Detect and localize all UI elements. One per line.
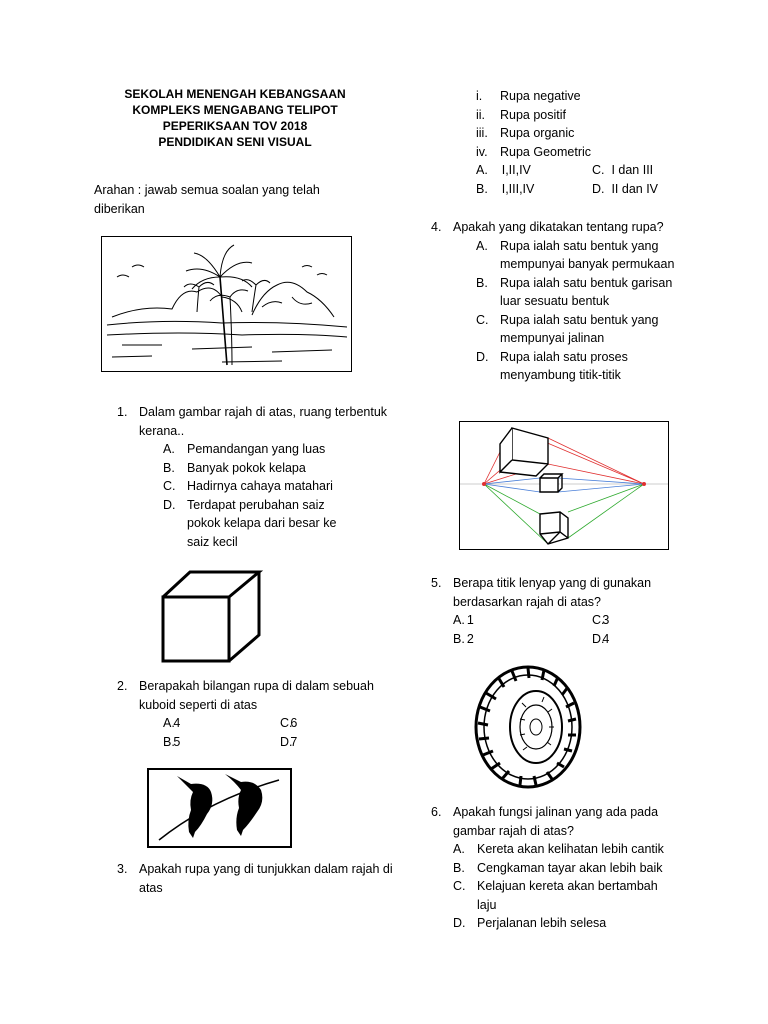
option-text: I dan III xyxy=(611,163,654,177)
question-1-text: Dalam gambar rajah di atas, ruang terbentuk kerana.. xyxy=(139,405,388,438)
statement-text: Rupa positif xyxy=(500,107,567,122)
question-1-number: 1. xyxy=(117,405,128,419)
question-1-option-b[interactable] xyxy=(163,459,348,478)
option-text: 6 xyxy=(290,716,298,730)
question-3 xyxy=(117,860,394,897)
option-letter: D. xyxy=(453,916,466,930)
option-text: I,II,IV xyxy=(501,163,531,177)
option-letter: C. xyxy=(592,613,605,627)
option-text: Banyak pokok kelapa xyxy=(187,460,306,475)
question-6-number: 6. xyxy=(431,805,442,819)
question-3-option-a[interactable] xyxy=(476,161,531,180)
statement-text: Rupa organic xyxy=(500,126,575,140)
question-4 xyxy=(431,218,683,385)
question-5-options-row-2 xyxy=(453,630,683,649)
option-text: Kereta akan kelihatan lebih cantik xyxy=(477,842,664,856)
option-text: 2 xyxy=(466,631,474,646)
statement-numeral: iv. xyxy=(476,144,488,159)
option-text: Perjalanan lebih selesa xyxy=(477,916,607,930)
option-text: Rupa ialah satu bentuk garisan luar sesuatu bentuk xyxy=(500,275,673,308)
option-text: Rupa ialah satu bentuk yang mempunyai jalinan xyxy=(500,312,659,345)
option-text: Pemandangan yang luas xyxy=(187,442,326,456)
birds-drawing xyxy=(149,770,290,846)
option-text: II dan IV xyxy=(611,181,659,196)
option-letter: B. xyxy=(476,181,488,196)
option-letter: C. xyxy=(163,479,176,493)
question-2 xyxy=(117,677,394,751)
option-letter: B. xyxy=(453,631,465,646)
question-6-options xyxy=(453,840,683,933)
statement-text: Rupa negative xyxy=(500,89,581,103)
question-5 xyxy=(431,574,683,648)
option-letter: D. xyxy=(592,181,605,196)
question-4-option-b[interactable] xyxy=(476,274,676,311)
question-4-option-a[interactable] xyxy=(476,237,676,274)
option-text: Cengkaman tayar akan lebih baik xyxy=(477,860,663,875)
question-5-option-b[interactable] xyxy=(453,630,474,649)
question-1 xyxy=(117,403,394,551)
question-3-option-b[interactable] xyxy=(476,180,534,199)
option-text: Terdapat perubahan saiz pokok kelapa dari besar ke saiz kecil xyxy=(187,497,337,549)
question-5-option-c[interactable] xyxy=(592,611,610,630)
vanishing-point-left xyxy=(482,482,486,486)
option-letter: A. xyxy=(476,163,488,177)
option-letter: A. xyxy=(453,842,465,856)
option-letter: A. xyxy=(163,442,175,456)
question-2-option-d[interactable] xyxy=(280,733,298,752)
birds-silhouette-picture xyxy=(147,768,292,848)
option-text: I,III,IV xyxy=(501,181,535,196)
perspective-boxes xyxy=(500,428,568,544)
landscape-picture xyxy=(101,236,352,372)
question-2-option-a[interactable] xyxy=(163,714,181,733)
option-text: 5 xyxy=(173,734,181,749)
question-4-text: Apakah yang dikatakan tentang rupa? xyxy=(453,220,664,234)
question-4-option-c[interactable] xyxy=(476,311,676,348)
option-text: Hadirnya cahaya matahari xyxy=(187,479,333,493)
question-2-options-row-2 xyxy=(139,733,394,752)
question-4-option-d[interactable] xyxy=(476,348,676,385)
option-letter: C. xyxy=(592,163,605,177)
option-letter: A. xyxy=(453,613,465,627)
tyre-drawing xyxy=(468,663,584,790)
option-letter: A. xyxy=(163,716,175,730)
question-6 xyxy=(431,803,683,933)
statement-numeral: iii. xyxy=(476,126,488,140)
question-6-option-a[interactable] xyxy=(453,840,683,859)
question-5-number: 5. xyxy=(431,576,442,590)
question-6-text: Apakah fungsi jalinan yang ada pada gambar rajah di atas? xyxy=(453,805,659,838)
option-letter: C. xyxy=(453,879,466,893)
vanishing-point-right xyxy=(642,482,646,486)
option-letter: C. xyxy=(476,312,489,327)
question-2-text: Berapakah bilangan rupa di dalam sebuah kuboid seperti di atas xyxy=(139,679,374,712)
option-text: 3 xyxy=(602,613,610,627)
question-1-option-c[interactable] xyxy=(163,477,348,496)
perspective-drawing xyxy=(460,422,668,549)
option-letter: D. xyxy=(163,497,176,512)
question-1-option-a[interactable] xyxy=(163,440,348,459)
option-letter: B. xyxy=(453,860,465,875)
option-letter: A. xyxy=(476,238,488,253)
vanishing-lines-blue xyxy=(484,478,644,492)
option-text: Kelajuan kereta akan bertambah laju xyxy=(477,879,658,912)
option-text: 7 xyxy=(290,734,298,749)
school-header xyxy=(95,86,375,150)
question-1-option-d[interactable] xyxy=(163,496,348,552)
instruction: Arahan : jawab semua soalan yang telah diberikan xyxy=(94,183,320,216)
question-3-text: Apakah rupa yang di tunjukkan dalam rajah di atas xyxy=(139,862,393,895)
question-6-option-c[interactable] xyxy=(453,877,667,914)
question-1-options xyxy=(163,440,348,551)
option-text: Rupa ialah satu bentuk yang mempunyai banyak permukaan xyxy=(500,238,675,271)
tyre-picture xyxy=(468,663,584,790)
question-5-option-d[interactable] xyxy=(592,630,610,649)
option-text: 4 xyxy=(602,631,610,646)
question-3-number: 3. xyxy=(117,862,128,876)
option-text: 1 xyxy=(466,613,474,627)
question-4-options xyxy=(476,237,676,385)
landscape-drawing xyxy=(102,237,351,371)
perspective-picture xyxy=(459,421,669,550)
header-line-1: SEKOLAH MENENGAH KEBANGSAAN xyxy=(124,87,346,101)
option-letter: B. xyxy=(476,275,488,290)
option-letter: D. xyxy=(280,734,293,749)
question-5-options-row-1 xyxy=(453,611,683,630)
header-line-3: PEPERIKSAAN TOV 2018 xyxy=(162,119,308,133)
option-letter: B. xyxy=(163,734,175,749)
statement-text: Rupa Geometric xyxy=(500,144,592,159)
question-2-option-c[interactable] xyxy=(280,714,298,733)
option-letter: C. xyxy=(280,716,293,730)
question-5-option-a[interactable] xyxy=(453,611,474,630)
question-2-number: 2. xyxy=(117,679,128,693)
question-2-options-row-1 xyxy=(139,714,394,733)
question-5-text: Berapa titik lenyap yang di gunakan berdasarkan rajah di atas? xyxy=(453,576,652,609)
cube-picture xyxy=(160,569,264,665)
question-6-option-d[interactable] xyxy=(453,914,683,933)
option-letter: B. xyxy=(163,460,175,475)
statement-numeral: ii. xyxy=(476,107,486,122)
option-text: 4 xyxy=(173,716,181,730)
option-text: Rupa ialah satu proses menyambung titik-titik xyxy=(500,349,628,382)
option-letter: D. xyxy=(476,349,489,364)
question-3-option-d[interactable] xyxy=(592,180,658,199)
question-3-option-c[interactable] xyxy=(592,161,653,180)
option-letter: D. xyxy=(592,631,605,646)
header-line-4: PENDIDIKAN SENI VISUAL xyxy=(158,135,312,149)
question-6-option-b[interactable] xyxy=(453,859,683,878)
header-line-2: KOMPLEKS MENGABANG TELIPOT xyxy=(132,103,338,117)
statement-numeral: i. xyxy=(476,89,483,103)
question-2-option-b[interactable] xyxy=(163,733,181,752)
cube-drawing xyxy=(160,569,264,665)
question-4-number: 4. xyxy=(431,220,442,234)
